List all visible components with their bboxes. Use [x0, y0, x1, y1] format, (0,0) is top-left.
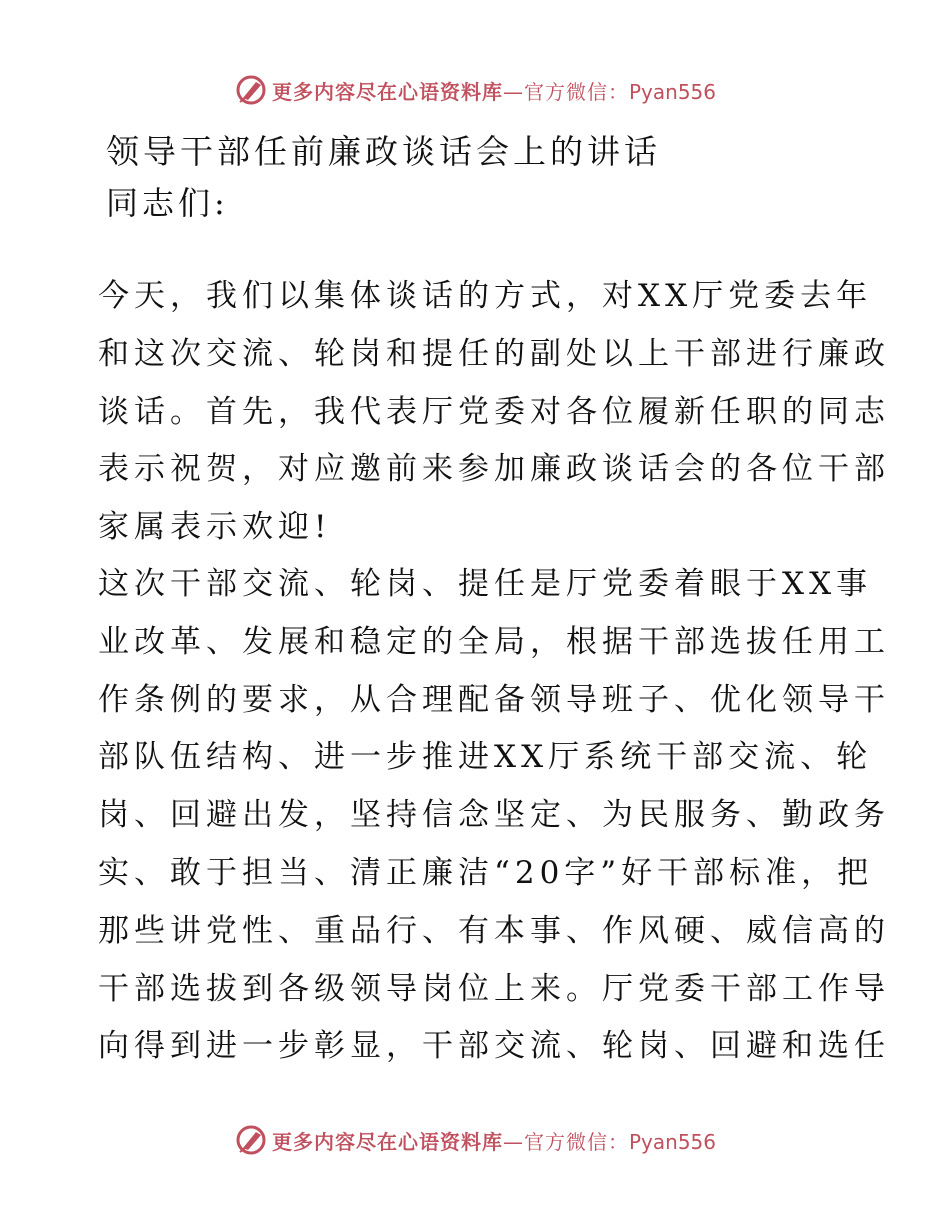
text-line: 表示祝贺，对应邀前来参加廉政谈话会的各位干部 [98, 451, 890, 488]
text-line: 那些讲党性、重品行、有本事、作风硬、威信高的 [98, 912, 890, 949]
text-line: 向得到进一步彰显，干部交流、轮岗、回避和选任 [98, 1028, 890, 1065]
watermark-header [0, 70, 950, 110]
watermark-text: 更多内容尽在心语资料库—官方微信：Pyan556 [271, 1129, 716, 1154]
text-line: 这次干部交流、轮岗、提任是厅党委着眼于XX事 [98, 566, 873, 602]
document-title: 领导干部任前廉政谈话会上的讲话 [106, 132, 661, 171]
watermark-footer [0, 1120, 950, 1160]
text-line: 部队伍结构、进一步推进XX厅系统干部交流、轮 [98, 739, 873, 776]
text-line: 今天，我们以集体谈话的方式，对XX厅党委去年 [98, 278, 873, 314]
text-line: 家属表示欢迎! [98, 509, 332, 546]
pen-logo-icon [234, 73, 268, 107]
text-line: 实、敢于担当、清正廉洁“20字”好干部标准，把 [98, 854, 874, 891]
text-line: 岗、回避出发，坚持信念坚定、为民服务、勤政务 [98, 797, 890, 834]
paragraph-2 [98, 556, 890, 1076]
paragraph-1 [98, 268, 890, 557]
text-line: 业改革、发展和稳定的全局，根据干部选拔任用工 [98, 623, 890, 660]
watermark-text: 更多内容尽在心语资料库—官方微信：Pyan556 [271, 79, 716, 104]
text-line: 作条例的要求，从合理配备领导班子、优化领导干 [98, 681, 890, 718]
text-line: 谈话。首先，我代表厅党委对各位履新任职的同志 [98, 393, 890, 430]
text-line: 和这次交流、轮岗和提任的副处以上干部进行廉政 [98, 335, 890, 372]
text-line: 干部选拔到各级领导岗位上来。厅党委干部工作导 [98, 970, 890, 1007]
salutation: 同志们: [106, 184, 229, 222]
pen-logo-icon [234, 1123, 268, 1157]
